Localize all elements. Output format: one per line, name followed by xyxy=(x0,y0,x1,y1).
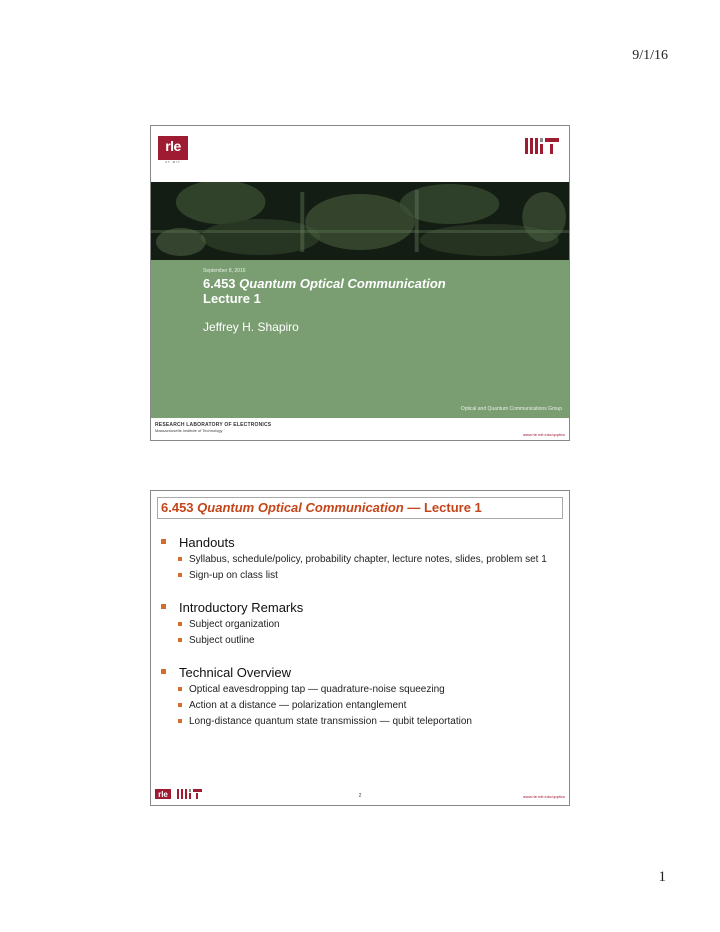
slide-title xyxy=(203,276,446,306)
mit-logo xyxy=(525,138,559,154)
rle-logo xyxy=(158,136,188,160)
rle-logo-text: rle xyxy=(165,138,181,154)
course-number: 6.453 xyxy=(203,276,236,291)
rle-logo-sub: AT MIT xyxy=(165,160,181,164)
footer-url: www.rle.mit.edu/qoptics xyxy=(522,794,565,799)
bullet-heading: Handouts xyxy=(159,535,559,550)
svg-text:rle: rle xyxy=(158,790,168,799)
title-panel xyxy=(151,260,569,418)
bullet-item: Action at a distance — polarization entanglement xyxy=(159,700,559,712)
course-name: Quantum Optical Communication xyxy=(197,500,404,515)
slide-page-number: 2 xyxy=(358,793,362,799)
lecture-label: Lecture 1 xyxy=(203,291,261,306)
course-number: 6.453 xyxy=(161,500,194,515)
slide-1-header xyxy=(151,126,569,182)
page-number: 1 xyxy=(658,869,666,885)
bullet-item: Sign-up on class list xyxy=(159,570,559,582)
section-handouts xyxy=(159,535,559,582)
lab-name: RESEARCH LABORATORY OF ELECTRONICS xyxy=(155,422,272,428)
bullet-heading: Introductory Remarks xyxy=(159,600,559,615)
page-header-date: 9/1/16 xyxy=(632,48,668,63)
slide-2-body xyxy=(159,533,559,746)
author-name: Jeffrey H. Shapiro xyxy=(203,320,299,334)
section-technical-overview xyxy=(159,665,559,728)
bullet-item: Long-distance quantum state transmission — qubit teleportation xyxy=(159,716,559,728)
bullet-item: Subject organization xyxy=(159,619,559,631)
slide-1-footer xyxy=(151,418,569,441)
institution-name: Massachusetts Institute of Technology xyxy=(155,428,223,433)
slide-date: September 8, 2016 xyxy=(203,268,246,274)
slide-1 xyxy=(150,125,570,441)
slide-2-title xyxy=(157,497,563,519)
lab-photo-banner xyxy=(151,182,569,260)
bullet-item: Subject outline xyxy=(159,635,559,647)
section-introductory-remarks xyxy=(159,600,559,647)
group-name: Optical and Quantum Communications Group xyxy=(460,406,562,412)
footer-url: www.rle.mit.edu/qoptics xyxy=(522,432,565,437)
slide-2 xyxy=(150,490,570,806)
course-name: Quantum Optical Communication xyxy=(239,276,446,291)
bullet-item: Syllabus, schedule/policy, probability chapter, lecture notes, slides, problem set 1 xyxy=(159,554,559,566)
lecture-label: — Lecture 1 xyxy=(407,500,482,515)
bullet-heading: Technical Overview xyxy=(159,665,559,680)
bullet-item: Optical eavesdropping tap — quadrature-noise squeezing xyxy=(159,684,559,696)
